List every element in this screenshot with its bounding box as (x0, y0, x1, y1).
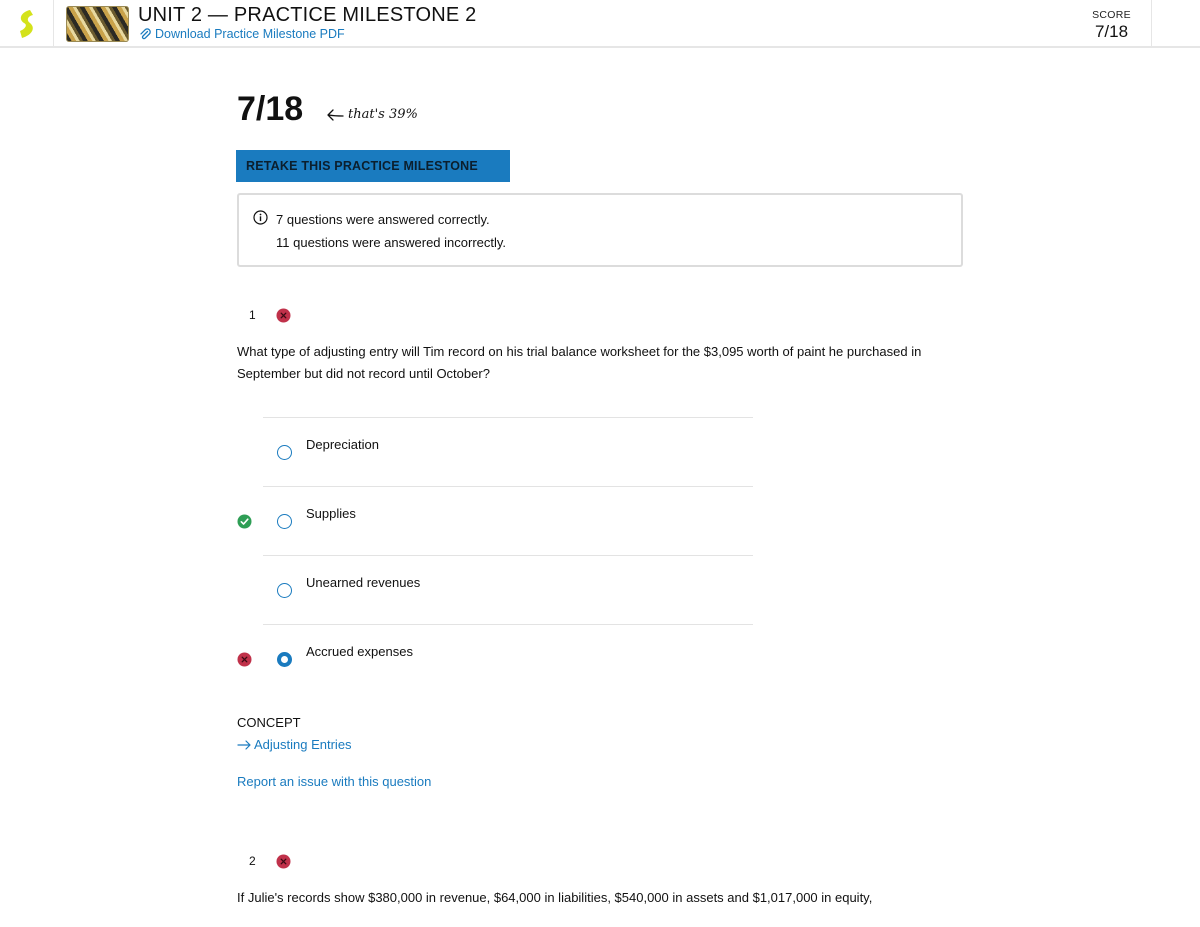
radio-button-selected[interactable] (277, 652, 292, 667)
question-text: If Julie's records show $380,000 in revenue, $64,000 in liabilities, $540,000 in assets and $1,017,000 in equity, (237, 890, 873, 905)
concept-label: CONCEPT (237, 715, 301, 730)
download-pdf-label: Download Practice Milestone PDF (155, 27, 345, 41)
result-score: 7/18 (237, 90, 304, 128)
x-circle-icon (276, 308, 291, 323)
report-issue-link[interactable]: Report an issue with this question (237, 774, 432, 789)
radio-button[interactable] (277, 514, 292, 529)
top-header (0, 0, 1200, 48)
arrow-right-icon (237, 740, 252, 750)
info-icon (253, 210, 268, 225)
correct-summary: 7 questions were answered correctly. (276, 212, 490, 227)
sophia-logo-icon[interactable] (16, 9, 38, 39)
check-circle-icon (237, 514, 252, 529)
page-title: UNIT 2 — PRACTICE MILESTONE 2 (138, 4, 477, 26)
answer-option-label: Accrued expenses (306, 644, 413, 659)
arrow-left-icon (326, 108, 344, 122)
concept-link-label: Adjusting Entries (254, 737, 352, 752)
x-circle-icon (276, 854, 291, 869)
score-value: 7/18 (1094, 22, 1129, 41)
score-panel (1072, 0, 1152, 46)
answer-option[interactable] (263, 555, 753, 624)
incorrect-summary: 11 questions were answered incorrectly. (276, 235, 507, 250)
concept-link[interactable] (237, 737, 352, 752)
question-number: 2 (249, 854, 256, 868)
retake-milestone-button[interactable]: RETAKE THIS PRACTICE MILESTONE (236, 150, 510, 182)
answer-summary-box (237, 193, 963, 267)
paperclip-icon (139, 28, 151, 40)
answer-option-label: Supplies (306, 506, 356, 521)
answer-option-label: Unearned revenues (306, 575, 421, 590)
percent-note-text: that's 39% (348, 107, 418, 122)
answer-option[interactable] (263, 417, 753, 486)
logo-cell (0, 0, 54, 46)
percent-note (326, 107, 418, 122)
download-pdf-link[interactable] (139, 27, 345, 41)
answer-option-label: Depreciation (306, 437, 379, 452)
question-number: 1 (249, 308, 256, 322)
question-text: What type of adjusting entry will Tim record on his trial balance worksheet for the $3,095 worth of paint he purchased in September but did not record until October? (237, 344, 922, 381)
radio-button[interactable] (277, 583, 292, 598)
radio-button[interactable] (277, 445, 292, 460)
x-circle-icon (237, 652, 252, 667)
answer-option[interactable] (263, 486, 753, 555)
unit-thumbnail (66, 6, 129, 42)
score-label: SCORE (1092, 9, 1131, 21)
answer-option[interactable] (263, 624, 753, 693)
